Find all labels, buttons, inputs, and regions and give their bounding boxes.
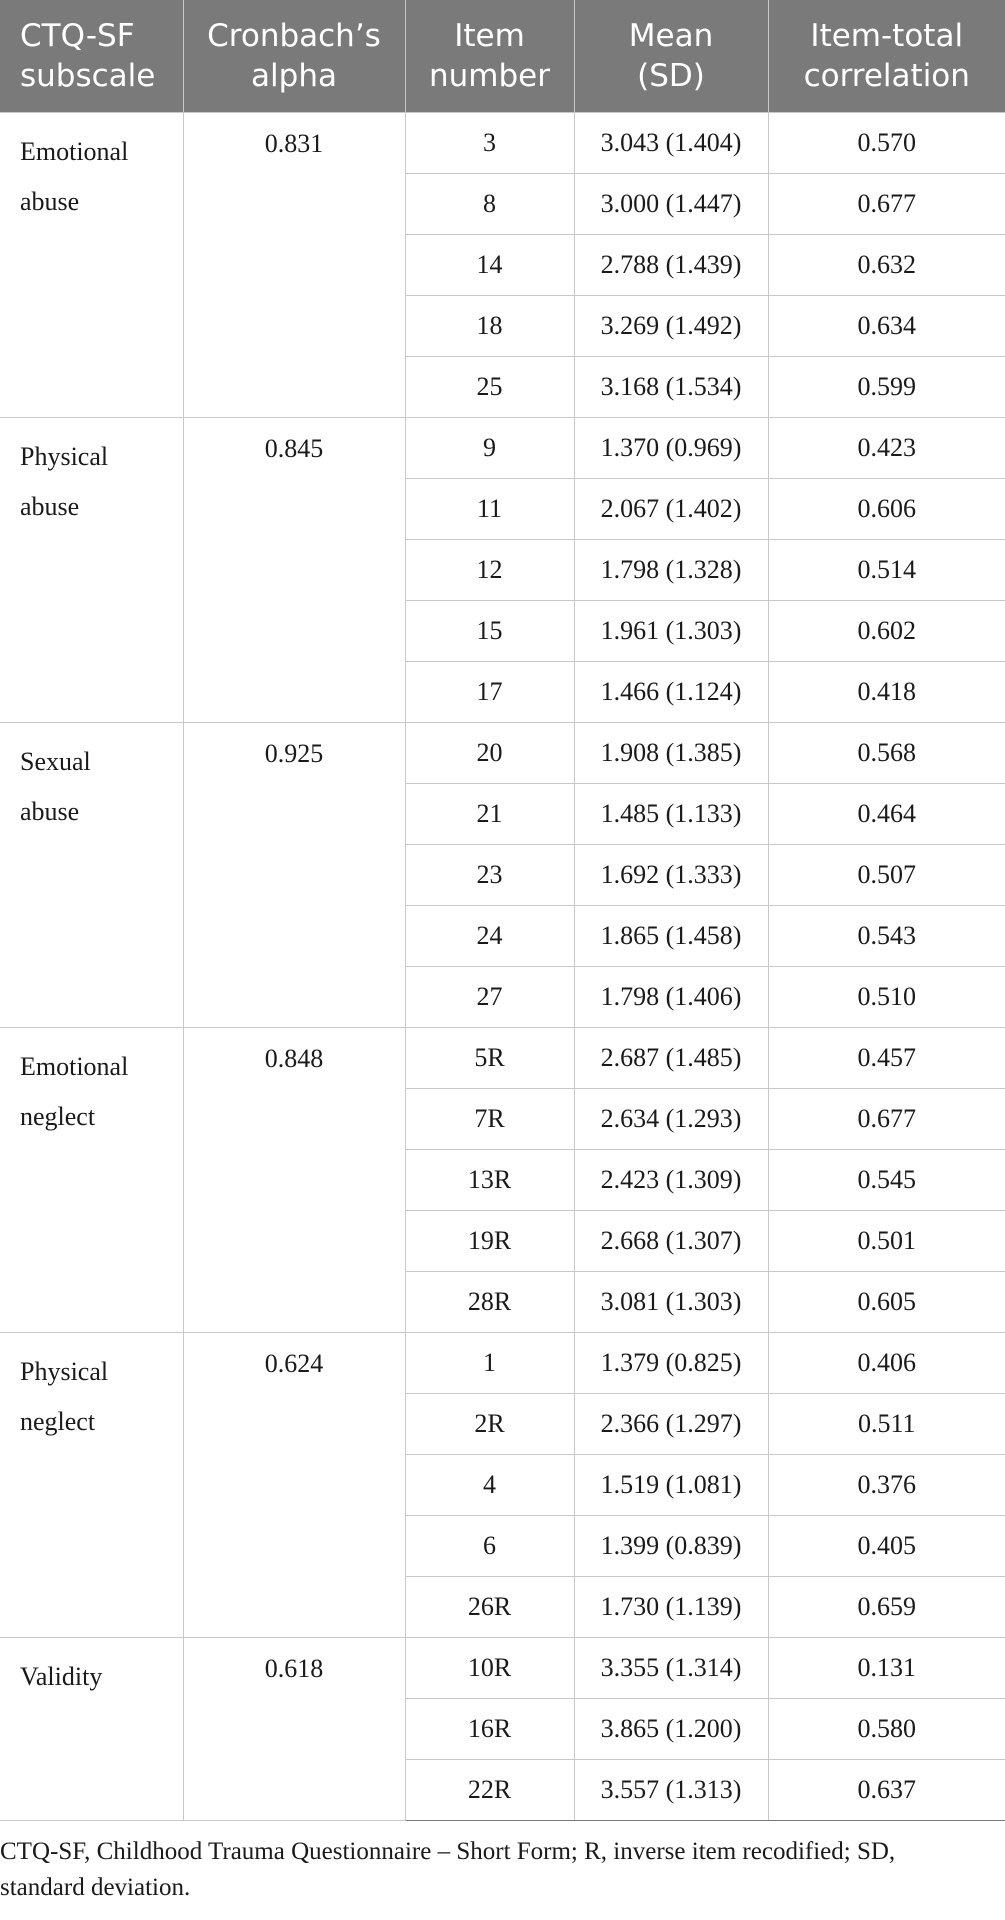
item-number-cell: 27 [405, 966, 574, 1027]
subscale-cell: Validity [0, 1637, 183, 1820]
item-number-cell: 17 [405, 661, 574, 722]
item-total-correlation-cell: 0.637 [768, 1759, 1005, 1820]
item-number-cell: 7R [405, 1088, 574, 1149]
table-row [0, 722, 1005, 783]
item-number-cell: 6 [405, 1515, 574, 1576]
item-number-cell: 4 [405, 1454, 574, 1515]
item-total-correlation-cell: 0.406 [768, 1332, 1005, 1393]
mean-sd-cell: 2.423 (1.309) [574, 1149, 768, 1210]
item-number-cell: 9 [405, 417, 574, 478]
mean-sd-cell: 3.000 (1.447) [574, 173, 768, 234]
mean-sd-cell: 1.485 (1.133) [574, 783, 768, 844]
mean-sd-cell: 3.355 (1.314) [574, 1637, 768, 1698]
mean-sd-cell: 3.865 (1.200) [574, 1698, 768, 1759]
item-number-cell: 21 [405, 783, 574, 844]
mean-sd-cell: 1.798 (1.328) [574, 539, 768, 600]
item-total-correlation-cell: 0.423 [768, 417, 1005, 478]
table-row [0, 417, 1005, 478]
item-number-cell: 26R [405, 1576, 574, 1637]
table-row [0, 1332, 1005, 1393]
item-total-correlation-cell: 0.376 [768, 1454, 1005, 1515]
mean-sd-cell: 3.043 (1.404) [574, 112, 768, 173]
subscale-cell: Emotional abuse [0, 112, 183, 417]
mean-sd-cell: 1.370 (0.969) [574, 417, 768, 478]
item-number-cell: 22R [405, 1759, 574, 1820]
mean-sd-cell: 1.379 (0.825) [574, 1332, 768, 1393]
table-row [0, 112, 1005, 173]
item-total-correlation-cell: 0.507 [768, 844, 1005, 905]
header-cronbach-alpha: Cronbach’s alpha [183, 0, 405, 112]
item-total-correlation-cell: 0.418 [768, 661, 1005, 722]
item-total-correlation-cell: 0.545 [768, 1149, 1005, 1210]
mean-sd-cell: 2.634 (1.293) [574, 1088, 768, 1149]
header-item-number: Item number [405, 0, 574, 112]
mean-sd-cell: 2.067 (1.402) [574, 478, 768, 539]
table-header [0, 0, 1005, 112]
item-total-correlation-cell: 0.568 [768, 722, 1005, 783]
item-number-cell: 24 [405, 905, 574, 966]
item-number-cell: 19R [405, 1210, 574, 1271]
item-total-correlation-cell: 0.602 [768, 600, 1005, 661]
item-total-correlation-cell: 0.457 [768, 1027, 1005, 1088]
item-number-cell: 18 [405, 295, 574, 356]
mean-sd-cell: 2.788 (1.439) [574, 234, 768, 295]
item-total-correlation-cell: 0.514 [768, 539, 1005, 600]
item-number-cell: 28R [405, 1271, 574, 1332]
mean-sd-cell: 2.366 (1.297) [574, 1393, 768, 1454]
item-number-cell: 20 [405, 722, 574, 783]
mean-sd-cell: 1.466 (1.124) [574, 661, 768, 722]
subscale-cell: Emotional neglect [0, 1027, 183, 1332]
mean-sd-cell: 1.798 (1.406) [574, 966, 768, 1027]
item-total-correlation-cell: 0.501 [768, 1210, 1005, 1271]
subscale-cell: Sexual abuse [0, 722, 183, 1027]
item-total-correlation-cell: 0.634 [768, 295, 1005, 356]
item-number-cell: 10R [405, 1637, 574, 1698]
mean-sd-cell: 2.687 (1.485) [574, 1027, 768, 1088]
item-total-correlation-cell: 0.570 [768, 112, 1005, 173]
mean-sd-cell: 1.865 (1.458) [574, 905, 768, 966]
item-total-correlation-cell: 0.405 [768, 1515, 1005, 1576]
table-row [0, 1027, 1005, 1088]
item-total-correlation-cell: 0.659 [768, 1576, 1005, 1637]
alpha-cell: 0.624 [183, 1332, 405, 1637]
item-number-cell: 15 [405, 600, 574, 661]
mean-sd-cell: 3.557 (1.313) [574, 1759, 768, 1820]
item-total-correlation-cell: 0.606 [768, 478, 1005, 539]
item-number-cell: 12 [405, 539, 574, 600]
alpha-cell: 0.925 [183, 722, 405, 1027]
item-number-cell: 3 [405, 112, 574, 173]
item-number-cell: 16R [405, 1698, 574, 1759]
item-total-correlation-cell: 0.677 [768, 1088, 1005, 1149]
item-number-cell: 11 [405, 478, 574, 539]
item-number-cell: 2R [405, 1393, 574, 1454]
mean-sd-cell: 3.081 (1.303) [574, 1271, 768, 1332]
table-row [0, 1637, 1005, 1698]
item-total-correlation-cell: 0.599 [768, 356, 1005, 417]
item-total-correlation-cell: 0.464 [768, 783, 1005, 844]
header-mean-sd: Mean (SD) [574, 0, 768, 112]
item-number-cell: 8 [405, 173, 574, 234]
mean-sd-cell: 1.961 (1.303) [574, 600, 768, 661]
header-subscale: CTQ-SF subscale [0, 0, 183, 112]
item-number-cell: 13R [405, 1149, 574, 1210]
item-number-cell: 14 [405, 234, 574, 295]
item-total-correlation-cell: 0.511 [768, 1393, 1005, 1454]
alpha-cell: 0.618 [183, 1637, 405, 1820]
item-number-cell: 23 [405, 844, 574, 905]
mean-sd-cell: 1.730 (1.139) [574, 1576, 768, 1637]
table-body [0, 112, 1005, 1820]
item-total-correlation-cell: 0.677 [768, 173, 1005, 234]
alpha-cell: 0.845 [183, 417, 405, 722]
alpha-cell: 0.848 [183, 1027, 405, 1332]
item-total-correlation-cell: 0.543 [768, 905, 1005, 966]
header-row [0, 0, 1005, 112]
table-footnote: CTQ-SF, Childhood Trauma Questionnaire – Short Form; R, inverse item recodified; SD, standard deviation. [0, 1838, 896, 1901]
item-total-correlation-cell: 0.632 [768, 234, 1005, 295]
item-total-correlation-cell: 0.605 [768, 1271, 1005, 1332]
mean-sd-cell: 2.668 (1.307) [574, 1210, 768, 1271]
item-number-cell: 1 [405, 1332, 574, 1393]
subscale-cell: Physical abuse [0, 417, 183, 722]
subscale-cell: Physical neglect [0, 1332, 183, 1637]
item-total-correlation-cell: 0.131 [768, 1637, 1005, 1698]
mean-sd-cell: 1.692 (1.333) [574, 844, 768, 905]
mean-sd-cell: 3.168 (1.534) [574, 356, 768, 417]
mean-sd-cell: 3.269 (1.492) [574, 295, 768, 356]
header-item-total-correlation: Item-total correlation [768, 0, 1005, 112]
mean-sd-cell: 1.399 (0.839) [574, 1515, 768, 1576]
alpha-cell: 0.831 [183, 112, 405, 417]
mean-sd-cell: 1.519 (1.081) [574, 1454, 768, 1515]
item-total-correlation-cell: 0.510 [768, 966, 1005, 1027]
mean-sd-cell: 1.908 (1.385) [574, 722, 768, 783]
item-total-correlation-cell: 0.580 [768, 1698, 1005, 1759]
item-number-cell: 5R [405, 1027, 574, 1088]
item-number-cell: 25 [405, 356, 574, 417]
